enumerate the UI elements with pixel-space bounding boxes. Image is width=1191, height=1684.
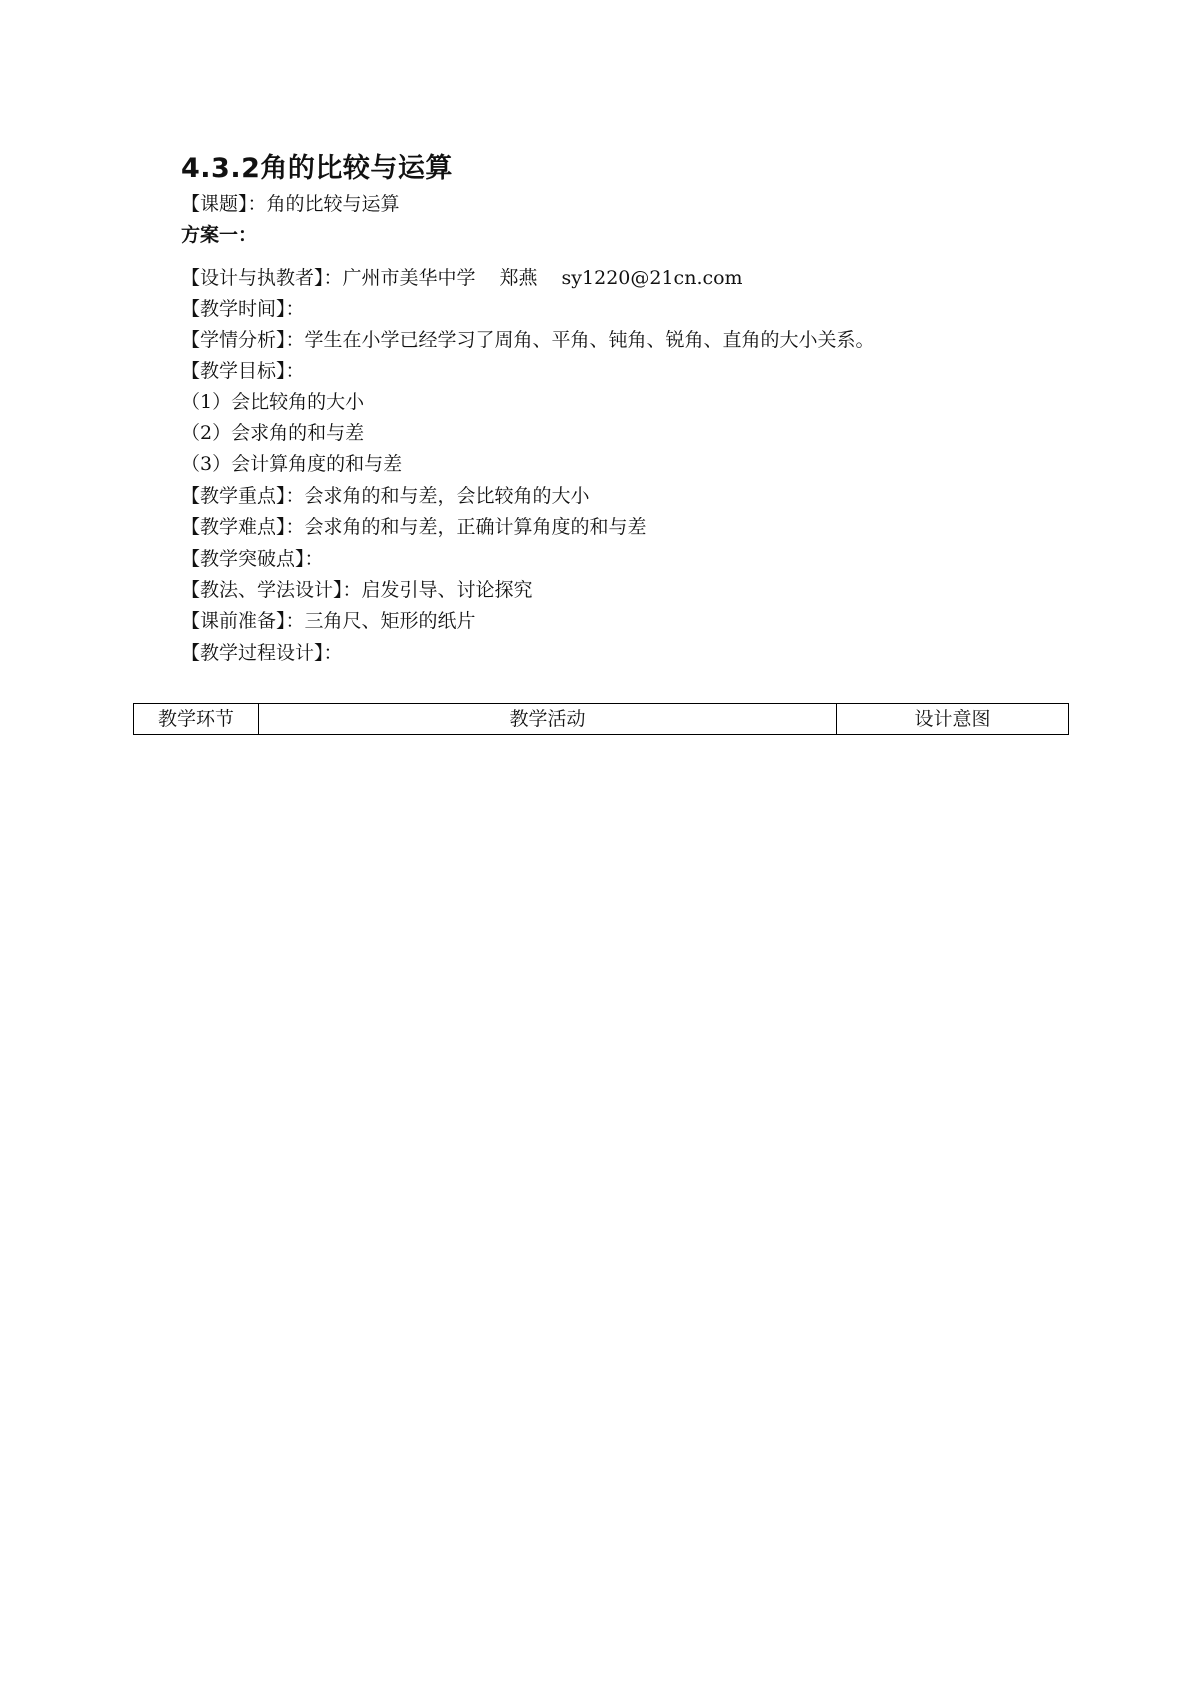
objective-item: （2）会求角的和与差 <box>181 422 365 444</box>
header-intent: 设计意图 <box>837 704 1069 735</box>
breakthrough: 【教学突破点】： <box>181 548 324 570</box>
document-title: 4.3.2角的比较与运算 <box>181 153 453 184</box>
key-points: 【教学重点】：会求角的和与差，会比较角的大小 <box>181 485 590 507</box>
table-header-row <box>134 704 1069 735</box>
topic-label: 【课题】： <box>181 193 267 215</box>
objectives-label: 【教学目标】： <box>181 360 305 382</box>
difficulties: 【教学难点】：会求角的和与差，正确计算角度的和与差 <box>181 516 647 538</box>
header-stage: 教学环节 <box>134 704 259 735</box>
designer-email: sy1220@21cn.com <box>561 267 743 289</box>
objective-item: （1）会比较角的大小 <box>181 391 365 413</box>
header-activity: 教学活动 <box>259 704 837 735</box>
teaching-time: 【教学时间】： <box>181 298 305 320</box>
designer-name: 郑燕 <box>499 267 538 289</box>
plan-heading: 方案一： <box>181 224 258 246</box>
preparation: 【课前准备】：三角尺、矩形的纸片 <box>181 610 476 632</box>
methods: 【教法、学法设计】：启发引导、讨论探究 <box>181 579 533 601</box>
designer-school: 广州市美华中学 <box>342 267 476 289</box>
process-label: 【教学过程设计】： <box>181 642 343 664</box>
topic-value: 角的比较与运算 <box>266 193 400 215</box>
designer-label: 【设计与执教者】： <box>181 267 343 289</box>
process-table <box>133 703 1069 735</box>
student-analysis: 【学情分析】：学生在小学已经学习了周角、平角、钝角、锐角、直角的大小关系。 <box>181 329 875 351</box>
topic-line <box>181 191 400 217</box>
designer-line <box>181 265 743 291</box>
objective-item: （3）会计算角度的和与差 <box>181 453 403 475</box>
